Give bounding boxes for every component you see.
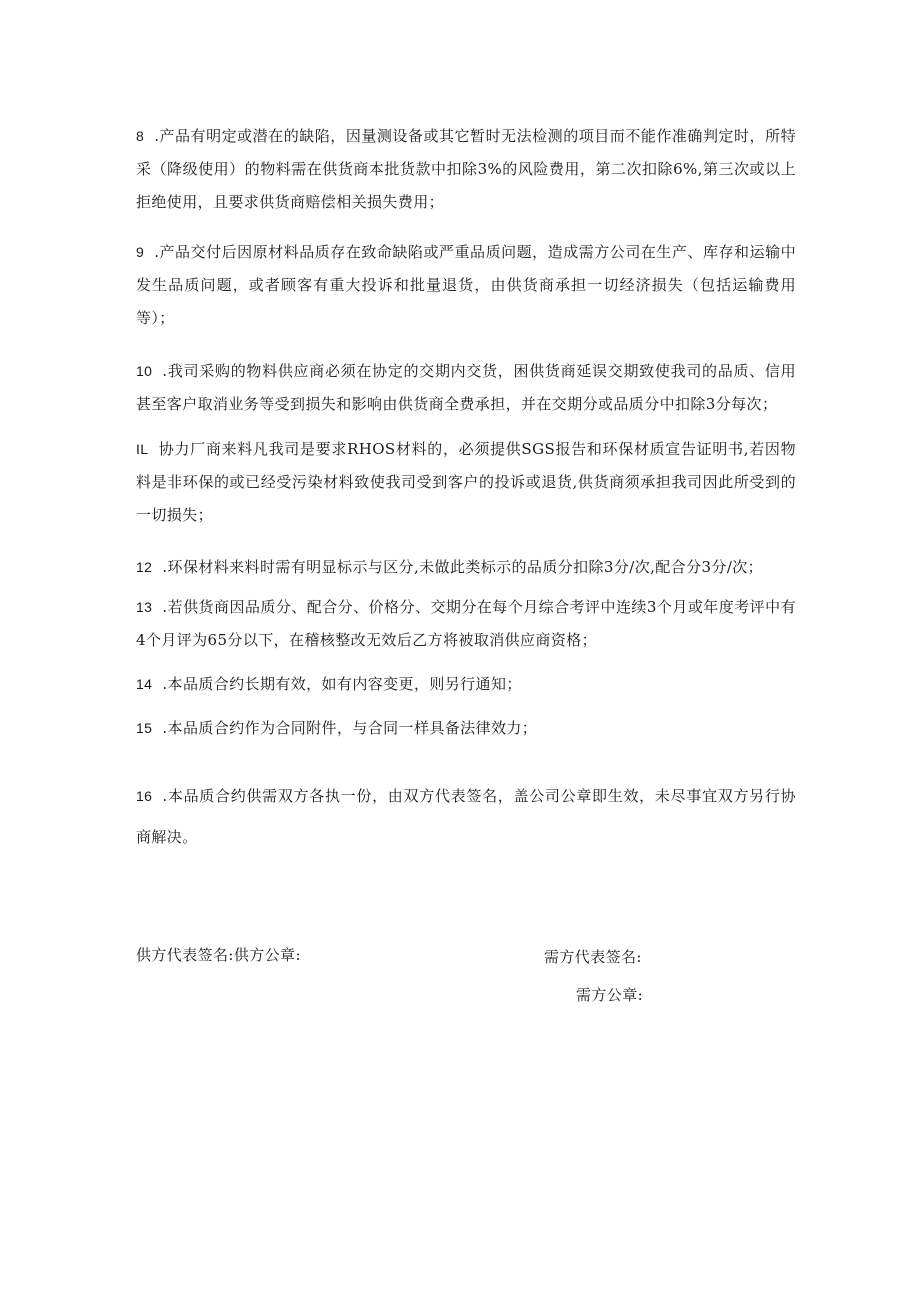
- clause-16: [136, 776, 796, 858]
- clause-number: 14: [136, 676, 153, 692]
- clause-15: [136, 712, 796, 745]
- clause-text: .本品质合约供需双方各执一份，由双方代表签名，盖公司公章即生效，未尽事宜双方另行协商解决。: [136, 787, 796, 846]
- clause-14: [136, 668, 796, 701]
- clause-12: [136, 551, 796, 584]
- clause-11: [136, 433, 796, 532]
- clause-8: [136, 120, 796, 219]
- clause-10: [136, 355, 796, 421]
- clause-text: .产品有明定或潜在的缺陷，因量测设备或其它暂时无法检测的项目而不能作准确判定时，所特采（降级使用）的物料需在供货商本批货款中扣除3%的风险费用，第二次扣除6%,第三次或以上拒绝使用，且要求供货商赔偿相关损失费用；: [136, 127, 796, 211]
- clause-text: 协力厂商来料凡我司是要求RHOS材料的，必须提供SGS报告和环保材质宣告证明书,若因物料是非环保的或已经受污染材料致使我司受到客户的投诉或退货,供货商须承担我司因此所受到的一切损失；: [136, 440, 796, 524]
- clause-13: [136, 591, 796, 657]
- clause-text: .本品质合约作为合同附件，与合同一样具备法律效力；: [162, 719, 538, 737]
- clause-number: IL: [136, 441, 149, 457]
- clause-text: .若供货商因品质分、配合分、价格分、交期分在每个月综合考评中连续3个月或年度考评中有4个月评为65分以下，在稽核整改无效后乙方将被取消供应商资格；: [136, 598, 796, 649]
- buyer-seal-label: 需方公章:: [576, 986, 644, 1004]
- buyer-signature-label: 需方代表签名:: [544, 948, 642, 966]
- clause-number: 16: [136, 788, 153, 804]
- clause-number: 13: [136, 599, 153, 615]
- clause-number: 15: [136, 720, 153, 736]
- clause-number: 8: [136, 128, 145, 144]
- clause-text: .我司采购的物料供应商必须在协定的交期内交货，困供货商延误交期致使我司的品质、信用甚至客户取消业务等受到损失和影响由供货商全费承担，并在交期分或品质分中扣除3分每次；: [136, 362, 796, 413]
- clause-number: 9: [136, 244, 145, 260]
- clause-text: .产品交付后因原材料品质存在致命缺陷或严重品质问题，造成需方公司在生产、库存和运输中发生品质问题，或者顾客有重大投诉和批量退货，由供货商承担一切经济损失（包括运输费用等）；: [136, 243, 796, 327]
- clause-number: 12: [136, 559, 153, 575]
- clause-9: [136, 236, 796, 335]
- clause-text: .环保材料来料时需有明显标示与区分,未做此类标示的品质分扣除3分/次,配合分3分/次；: [162, 558, 764, 576]
- clause-number: 10: [136, 363, 153, 379]
- supplier-signature-label: 供方代表签名:供方公章:: [136, 946, 301, 964]
- clause-text: .本品质合约长期有效，如有内容变更，则另行通知；: [162, 675, 522, 693]
